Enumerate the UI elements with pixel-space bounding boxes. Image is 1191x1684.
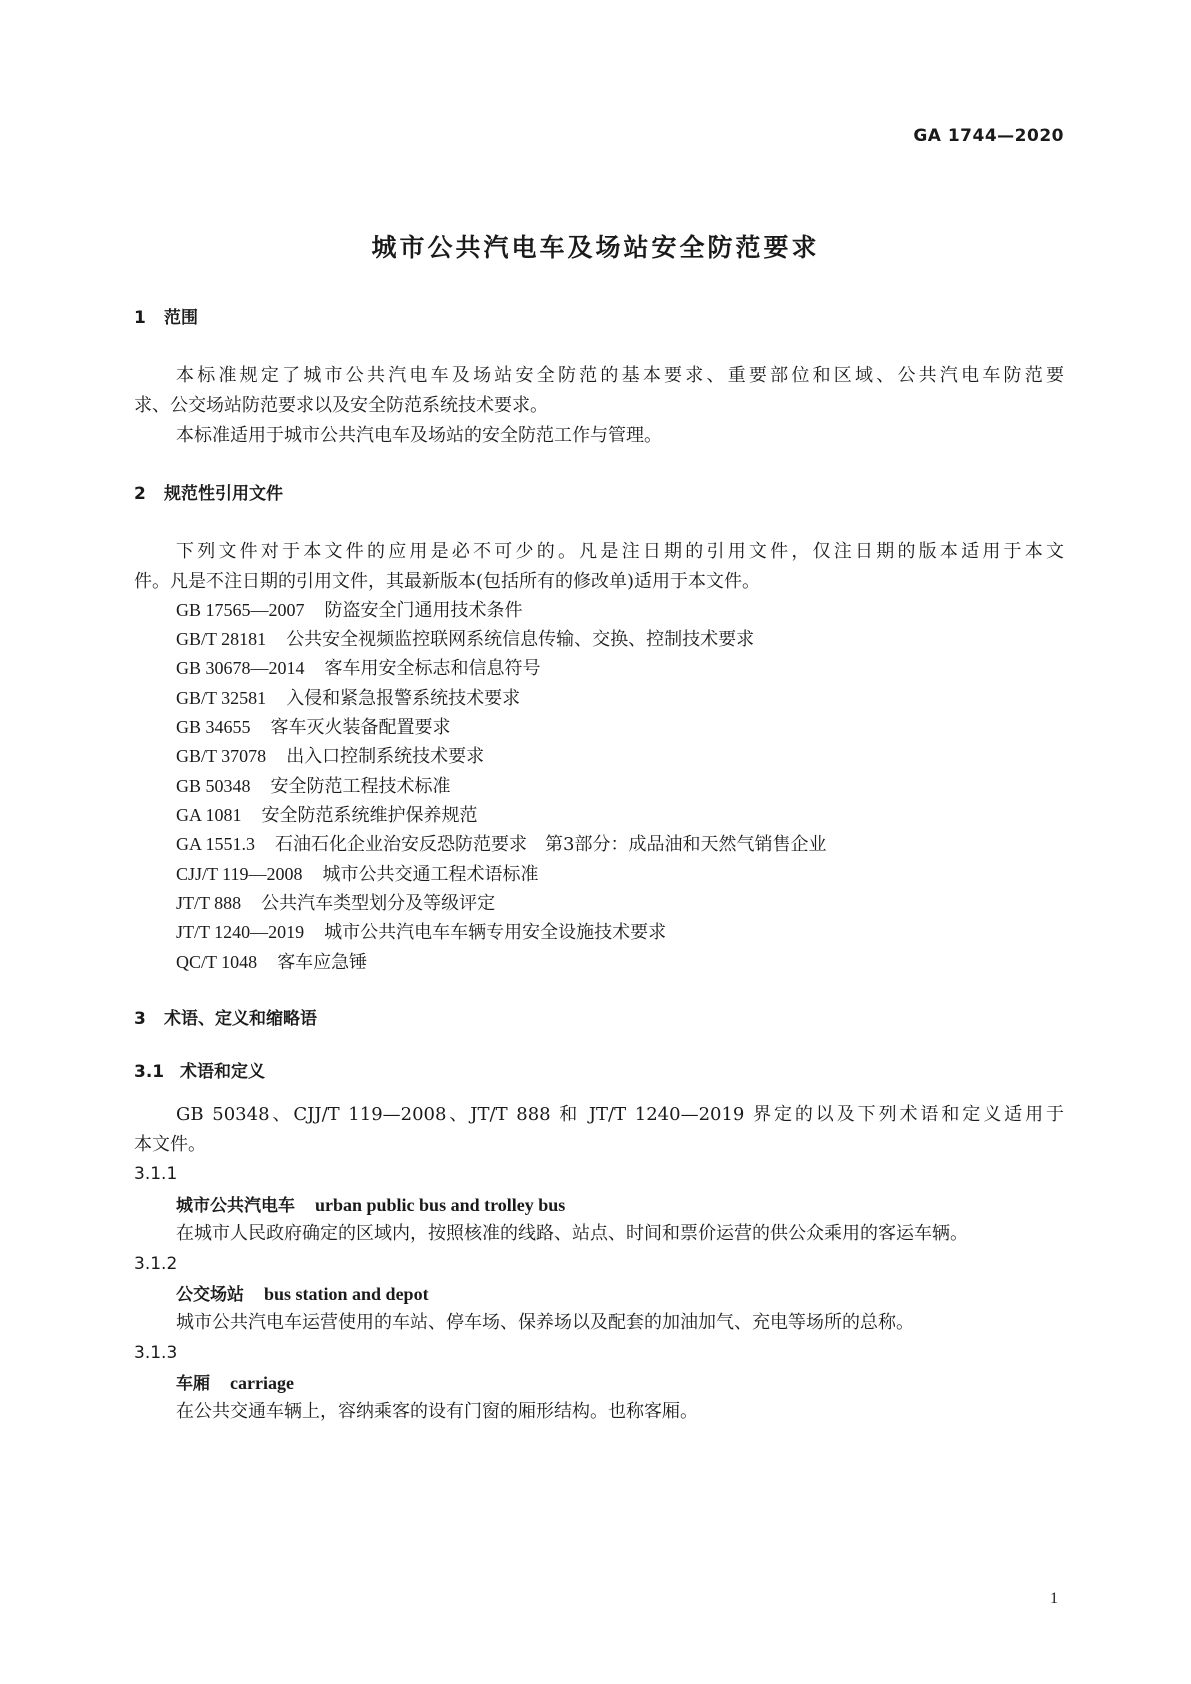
reference-name: 入侵和紧急报警系统技术要求 [286, 688, 521, 709]
section-title: 术语、定义和缩略语 [164, 1009, 317, 1029]
reference-name: 出入口控制系统技术要求 [286, 746, 485, 767]
reference-item [176, 686, 520, 711]
paragraph-line: 件。凡是不注日期的引用文件，其最新版本(包括所有的修改单)适用于本文件。 [134, 571, 761, 592]
reference-name: 公共安全视频监控联网系统信息传输、交换、控制技术要求 [286, 629, 755, 650]
section-2-heading [134, 482, 283, 506]
term-english: bus station and depot [264, 1284, 429, 1304]
reference-name: 石油石化企业治安反恐防范要求 第3部分：成品油和天然气销售企业 [275, 834, 827, 855]
reference-item [176, 715, 451, 740]
term-english: carriage [230, 1373, 294, 1393]
reference-item [176, 891, 495, 916]
reference-item [176, 656, 541, 681]
reference-code: GB 30678—2014 [176, 658, 305, 678]
reference-name: 防盗安全门通用技术条件 [324, 600, 523, 621]
reference-code: CJJ/T 119—2008 [176, 864, 303, 884]
term-definition: 城市公共汽电车运营使用的车站、停车场、保养场以及配套的加油加气、充电等场所的总称。 [176, 1312, 914, 1333]
paragraph-line: 求、公交场站防范要求以及安全防范系统技术要求。 [134, 395, 548, 416]
reference-code: GB/T 28181 [176, 629, 267, 649]
reference-name: 客车应急锤 [277, 952, 368, 973]
page-number: 1 [1050, 1590, 1058, 1607]
section-number: 3 [134, 1009, 146, 1029]
reference-code: JT/T 888 [176, 893, 242, 913]
term-chinese: 城市公共汽电车 [176, 1196, 295, 1216]
reference-item [176, 627, 754, 652]
term-english: urban public bus and trolley bus [315, 1195, 566, 1215]
reference-item [176, 862, 539, 887]
reference-item [176, 803, 478, 828]
term-heading [176, 1371, 294, 1396]
reference-code: GB 50348 [176, 776, 251, 796]
term-number: 3.1.3 [134, 1343, 178, 1363]
paragraph-line: GB 50348、CJJ/T 119—2008、JT/T 888 和 JT/T 1240—2019 界定的以及下列术语和定义适用于 [176, 1104, 1064, 1125]
subsection-title: 术语和定义 [180, 1062, 265, 1082]
section-title: 范围 [164, 308, 198, 328]
term-heading [176, 1282, 429, 1307]
term-number: 3.1.1 [134, 1164, 178, 1184]
reference-name: 安全防范工程技术标准 [270, 776, 451, 797]
reference-item [176, 774, 451, 799]
subsection-3-1-heading [134, 1060, 265, 1084]
reference-code: GB/T 37078 [176, 746, 267, 766]
paragraph-line: 本标准规定了城市公共汽电车及场站安全防范的基本要求、重要部位和区域、公共汽电车防范要 [176, 365, 1064, 386]
reference-code: GB 34655 [176, 717, 251, 737]
reference-name: 客车灭火装备配置要求 [270, 717, 451, 738]
reference-name: 客车用安全标志和信息符号 [324, 658, 541, 679]
reference-name: 安全防范系统维护保养规范 [261, 805, 478, 826]
reference-item [176, 598, 523, 623]
section-1-heading [134, 306, 198, 330]
reference-code: JT/T 1240—2019 [176, 922, 305, 942]
term-chinese: 公交场站 [176, 1285, 244, 1305]
reference-item [176, 950, 367, 975]
reference-code: GB 17565—2007 [176, 600, 305, 620]
paragraph-line: 下列文件对于本文件的应用是必不可少的。凡是注日期的引用文件，仅注日期的版本适用于本文 [176, 541, 1064, 562]
paragraph: 本标准适用于城市公共汽电车及场站的安全防范工作与管理。 [176, 425, 662, 446]
section-3-heading [134, 1007, 317, 1031]
reference-code: GB/T 32581 [176, 688, 267, 708]
reference-item [176, 920, 666, 945]
reference-name: 城市公共交通工程术语标准 [322, 864, 539, 885]
section-title: 规范性引用文件 [164, 484, 283, 504]
standard-number: GA 1744—2020 [913, 126, 1064, 146]
section-number: 2 [134, 484, 146, 504]
reference-item [176, 744, 484, 769]
reference-name: 公共汽车类型划分及等级评定 [261, 893, 496, 914]
document-title: 城市公共汽电车及场站安全防范要求 [371, 233, 820, 262]
term-heading [176, 1193, 565, 1218]
term-definition: 在城市人民政府确定的区域内，按照核准的线路、站点、时间和票价运营的供公众乘用的客运车辆。 [176, 1223, 968, 1244]
reference-code: GA 1551.3 [176, 834, 256, 854]
reference-name: 城市公共汽电车车辆专用安全设施技术要求 [324, 922, 667, 943]
section-number: 1 [134, 308, 146, 328]
reference-item [176, 832, 826, 857]
reference-code: QC/T 1048 [176, 952, 258, 972]
paragraph-line: 本文件。 [134, 1134, 206, 1155]
reference-code: GA 1081 [176, 805, 242, 825]
term-chinese: 车厢 [176, 1374, 210, 1394]
subsection-number: 3.1 [134, 1062, 165, 1082]
term-number: 3.1.2 [134, 1254, 178, 1274]
term-definition: 在公共交通车辆上，容纳乘客的设有门窗的厢形结构。也称客厢。 [176, 1401, 698, 1422]
